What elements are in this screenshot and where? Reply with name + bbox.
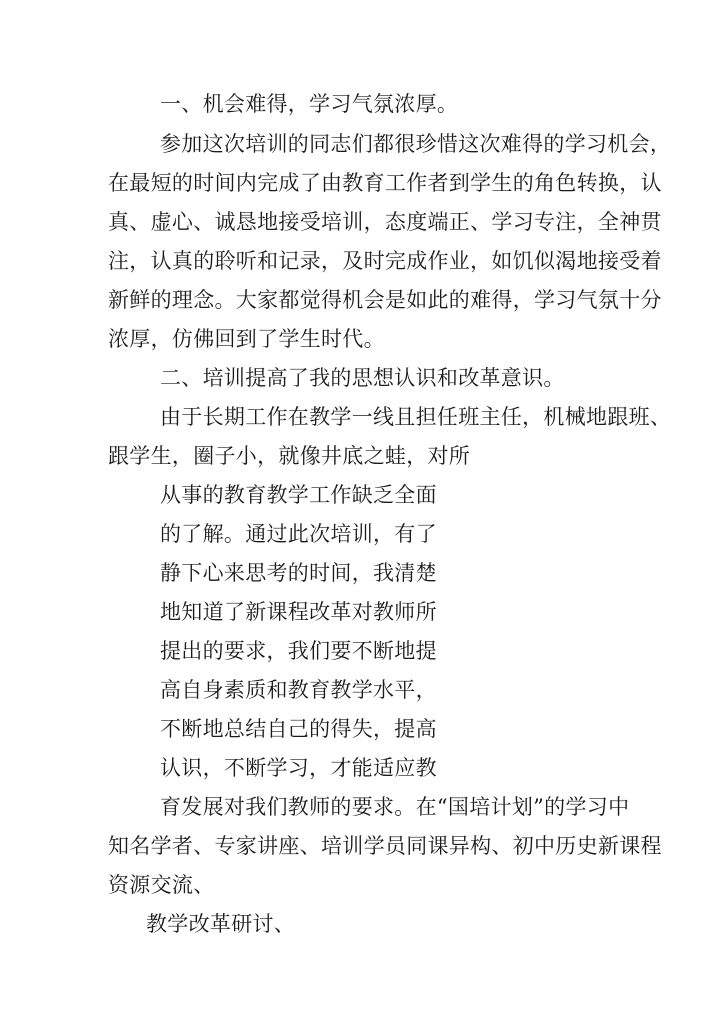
- narrow-block-line: 不断地总结自己的得失，提高: [160, 717, 437, 741]
- last-line: 教学改革研讨、: [146, 912, 296, 936]
- paragraph-1-line: 注，认真的聆听和记录，及时完成作业，如饥似渴地接受着: [108, 249, 662, 273]
- narrow-block-line: 认识，不断学习，才能适应教: [160, 756, 437, 780]
- narrow-block-line: 高自身素质和教育教学水平，: [160, 678, 437, 702]
- heading-1: 一、机会难得，学习气氛浓厚。: [160, 92, 459, 116]
- paragraph-1-line: 真、虚心、诚恳地接受培训，态度端正、学习专注，全神贯: [108, 210, 662, 234]
- paragraph-1-line: 新鲜的理念。大家都觉得机会是如此的难得，学习气氛十分: [108, 288, 662, 312]
- paragraph-2-line: 由于长期工作在教学一线且担任班主任，机械地跟班、: [160, 405, 672, 429]
- narrow-block-line: 的了解。通过此次培训，有了: [160, 522, 437, 546]
- narrow-block-line: 静下心来思考的时间，我清楚: [160, 561, 437, 585]
- paragraph-2-line: 跟学生，圈子小，就像井底之蛙，对所: [108, 444, 471, 468]
- narrow-block-line: 地知道了新课程改革对教师所: [160, 600, 437, 624]
- narrow-block-line: 提出的要求，我们要不断地提: [160, 639, 437, 663]
- paragraph-1-line: 在最短的时间内完成了由教育工作者到学生的角色转换，认: [108, 171, 662, 195]
- paragraph-3-line: 资源交流、: [108, 873, 215, 897]
- paragraph-3-line: 知名学者、专家讲座、培训学员同课异构、初中历史新课程: [108, 834, 662, 858]
- paragraph-1-line: 参加这次培训的同志们都很珍惜这次难得的学习机会，: [160, 132, 672, 156]
- paragraph-3-line: 育发展对我们教师的要求。在“国培计划”的学习中: [160, 795, 630, 819]
- paragraph-1-line: 浓厚，仿佛回到了学生时代。: [108, 327, 385, 351]
- narrow-block-line: 从事的教育教学工作缺乏全面: [160, 483, 437, 507]
- heading-2: 二、培训提高了我的思想认识和改革意识。: [160, 366, 565, 390]
